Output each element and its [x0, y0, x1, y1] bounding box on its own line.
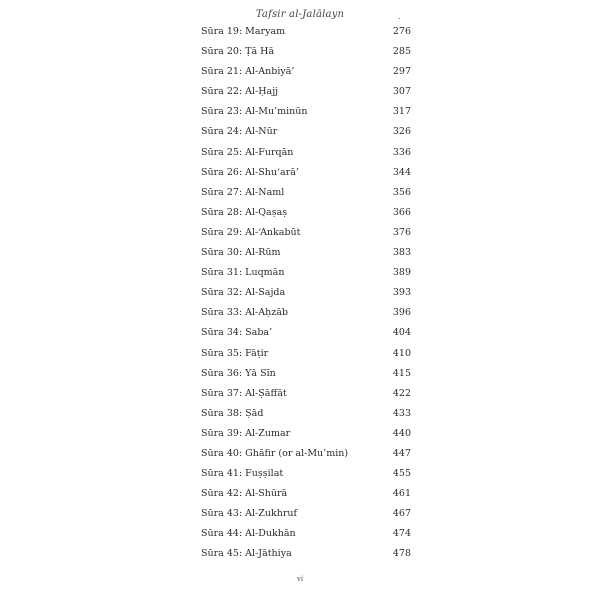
toc-entry-page: 461 [392, 488, 411, 500]
page-folio: vi [296, 575, 304, 583]
toc-entry-title: Sūra 23: Al-Mu’minūn [201, 106, 308, 118]
toc-entry-title: Sūra 44: Al-Dukhān [201, 528, 296, 540]
toc-row [201, 247, 411, 267]
toc-row [201, 508, 411, 528]
toc-entry-page: 307 [392, 86, 411, 98]
toc-entry-title: Sūra 24: Al-Nūr [201, 126, 278, 138]
toc-row [201, 267, 411, 287]
toc-entry-page: 433 [392, 407, 411, 419]
toc-entry-title: Sūra 19: Maryam [201, 26, 286, 37]
running-head: Tafsir al-Jalālayn [255, 9, 345, 20]
toc-entry-title: Sūra 36: Yā Sīn [201, 367, 276, 379]
toc-entry-title: Sūra 42: Al-Shūrā [201, 488, 288, 500]
toc-row [201, 307, 411, 327]
toc-row [201, 287, 411, 307]
toc-entry-page: 336 [392, 146, 411, 158]
toc-row [201, 468, 411, 488]
toc-entry-title: Sūra 26: Al-Shu‘arā’ [201, 166, 299, 178]
toc-row [201, 106, 411, 126]
toc-row [201, 167, 411, 187]
toc-entry-page: 440 [392, 427, 411, 439]
table-of-contents [201, 26, 411, 569]
toc-entry-page: 467 [392, 508, 411, 520]
toc-row [201, 408, 411, 428]
toc-entry-page: 474 [392, 528, 411, 540]
toc-row [201, 66, 411, 86]
toc-entry-title: Sūra 38: Ṣād [201, 407, 264, 419]
toc-entry-title: Sūra 45: Al-Jāthiya [201, 548, 292, 560]
toc-entry-title: Sūra 29: Al-‘Ankabūt [201, 226, 301, 238]
toc-entry-title: Sūra 43: Al-Zukhruf [201, 508, 298, 520]
toc-entry-title: Sūra 33: Al-Aḥzāb [201, 307, 288, 319]
toc-entry-title: Sūra 30: Al-Rūm [201, 247, 281, 259]
toc-row [201, 187, 411, 207]
toc-row [201, 26, 411, 46]
toc-entry-page: 410 [392, 347, 411, 359]
toc-row [201, 86, 411, 106]
toc-entry-title: Sūra 34: Saba’ [201, 327, 273, 339]
corner-mark: . [398, 12, 401, 21]
toc-entry-page: 422 [392, 387, 411, 399]
toc-entry-title: Sūra 31: Luqmān [201, 267, 285, 279]
toc-row [201, 448, 411, 468]
toc-entry-page: 478 [392, 548, 411, 560]
toc-row [201, 126, 411, 146]
toc-entry-page: 344 [392, 166, 411, 178]
toc-entry-page: 383 [392, 247, 411, 259]
toc-entry-page: 366 [392, 206, 411, 218]
toc-row [201, 46, 411, 66]
toc-row [201, 147, 411, 167]
toc-row [201, 227, 411, 247]
toc-entry-page: 285 [392, 46, 411, 58]
toc-entry-title: Sūra 27: Al-Naml [201, 186, 285, 198]
toc-row [201, 548, 411, 568]
toc-entry-page: 404 [392, 327, 411, 339]
toc-entry-title: Sūra 39: Al-Zumar [201, 427, 291, 439]
toc-entry-title: Sūra 41: Fuṣṣilat [201, 468, 284, 480]
toc-entry-page: 415 [392, 367, 411, 379]
toc-row [201, 428, 411, 448]
toc-entry-page: 297 [392, 66, 411, 78]
toc-entry-title: Sūra 22: Al-Ḥajj [201, 86, 279, 98]
toc-entry-title: Sūra 25: Al-Furqān [201, 146, 294, 158]
toc-entry-page: 447 [392, 447, 411, 459]
toc-entry-page: 396 [392, 307, 411, 319]
toc-row [201, 368, 411, 388]
toc-entry-page: 393 [392, 287, 411, 299]
toc-row [201, 528, 411, 548]
toc-row [201, 348, 411, 368]
toc-row [201, 327, 411, 347]
toc-entry-page: 317 [392, 106, 411, 118]
toc-entry-page: 276 [392, 26, 411, 37]
toc-entry-page: 376 [392, 226, 411, 238]
toc-entry-title: Sūra 37: Al-Ṣāffāt [201, 387, 287, 399]
toc-entry-title: Sūra 35: Fāṭir [201, 347, 269, 359]
toc-entry-title: Sūra 21: Al-Anbiyā’ [201, 66, 295, 78]
toc-entry-page: 455 [392, 468, 411, 480]
toc-entry-page: 389 [392, 267, 411, 279]
toc-entry-page: 356 [392, 186, 411, 198]
toc-entry-title: Sūra 40: Ghāfir (or al-Mu’min) [201, 447, 349, 459]
toc-row [201, 207, 411, 227]
toc-row [201, 388, 411, 408]
toc-entry-page: 326 [392, 126, 411, 138]
toc-entry-title: Sūra 32: Al-Sajda [201, 287, 286, 299]
toc-entry-title: Sūra 20: Ṭā Hā [201, 46, 275, 58]
toc-entry-title: Sūra 28: Al-Qaṣaṣ [201, 206, 288, 218]
toc-row [201, 488, 411, 508]
